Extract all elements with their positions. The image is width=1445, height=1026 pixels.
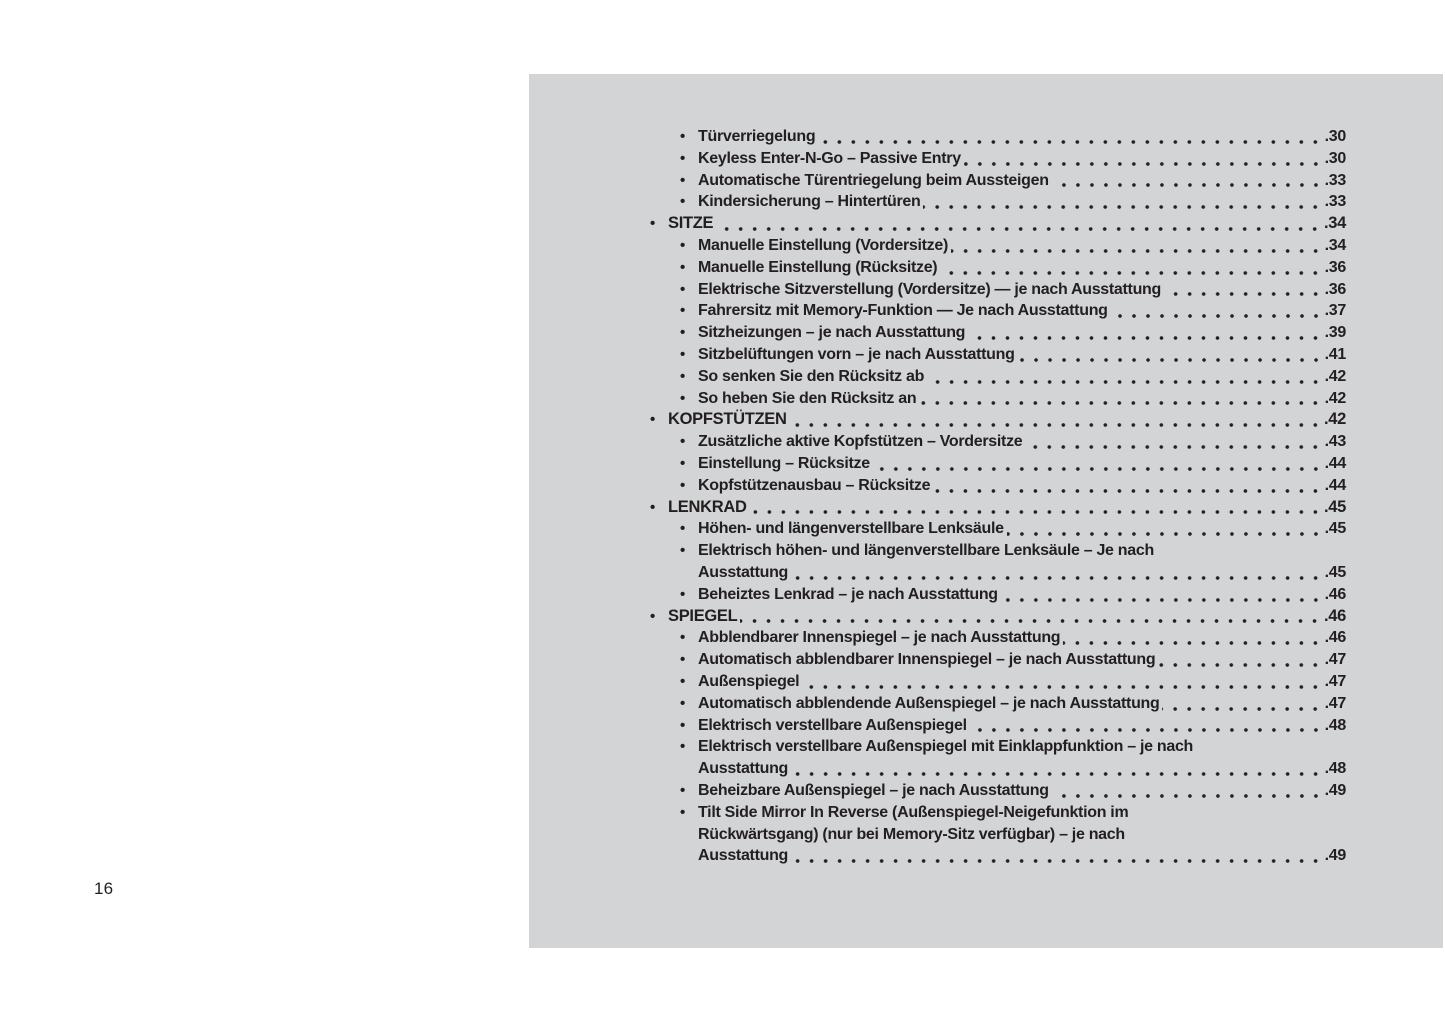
toc-entry-page: .45 (1323, 497, 1346, 516)
toc-entry-label: Beheiztes Lenkrad – je nach Ausstattung (698, 585, 998, 603)
dot-leader (940, 257, 1324, 279)
bullet-icon: • (650, 498, 655, 516)
bullet-icon: • (680, 651, 685, 669)
toc-entry-page: .34 (1324, 236, 1346, 254)
bullet-icon: • (680, 476, 685, 494)
toc-entry-label: Sitzheizungen – je nach Ausstattung (698, 324, 966, 342)
dot-leader (1052, 780, 1325, 802)
dot-leader (790, 409, 1324, 431)
toc-entry (529, 431, 1443, 453)
dot-leader (1128, 824, 1346, 846)
toc-entry-label: Elektrisch verstellbare Außenspiegel (698, 716, 967, 734)
bullet-icon: • (680, 236, 685, 254)
toc-entry (529, 758, 1443, 780)
toc-entry-label: So senken Sie den Rücksitz ab (698, 367, 925, 385)
dot-leader (818, 126, 1324, 148)
toc-entry-page: .36 (1324, 280, 1346, 298)
dot-leader (933, 475, 1324, 497)
bullet-icon: • (680, 672, 685, 690)
bullet-icon: • (680, 149, 685, 167)
dot-leader (791, 758, 1325, 780)
toc-entry-page: .36 (1324, 258, 1346, 276)
bullet-icon: • (680, 171, 685, 189)
toc-entry-label: SPIEGEL (668, 606, 738, 625)
bullet-icon: • (680, 280, 685, 298)
toc-entry (529, 191, 1443, 213)
toc-entry-label: Elektrisch höhen- und längenverstellbare Lenksäule – Je nach (698, 542, 1154, 560)
toc-entry-page: .45 (1324, 520, 1346, 538)
dot-leader (968, 322, 1324, 344)
toc-entry-page: .46 (1324, 585, 1346, 603)
toc-entry-label: Ausstattung (698, 760, 789, 778)
bullet-icon: • (680, 389, 685, 407)
toc-entry (529, 627, 1443, 649)
toc-entry (529, 518, 1443, 540)
bullet-icon: • (650, 411, 655, 429)
toc-entry-page: .42 (1324, 367, 1346, 385)
dot-leader (716, 213, 1324, 235)
toc-entry-label: Beheizbare Außenspiegel – je nach Ausstattung (698, 781, 1049, 799)
dot-leader (750, 497, 1324, 519)
toc-entry (529, 388, 1443, 410)
toc-entry-label: Automatisch abblendbarer Innenspiegel – je nach Ausstattung (698, 651, 1156, 669)
dot-leader (1162, 693, 1324, 715)
bullet-icon: • (680, 258, 685, 276)
toc-entry-label: Keyless Enter-N-Go – Passive Entry (698, 149, 961, 167)
toc-entry-label: Höhen- und längenverstellbare Lenksäule (698, 520, 1004, 538)
toc-entry-page: .30 (1324, 149, 1346, 167)
toc-list (529, 126, 1443, 867)
dot-leader (1196, 736, 1346, 758)
toc-entry-page: .48 (1324, 716, 1346, 734)
toc-entry-page: .44 (1324, 476, 1346, 494)
toc-entry-label: Kindersicherung – Hintertüren (698, 193, 921, 211)
toc-entry (529, 126, 1443, 148)
bullet-icon: • (680, 542, 685, 560)
bullet-icon: • (680, 781, 685, 799)
toc-entry-page: .44 (1324, 454, 1346, 472)
bullet-icon: • (680, 803, 685, 821)
dot-leader (1157, 540, 1346, 562)
toc-entry-page: .34 (1323, 214, 1346, 233)
toc-entry (529, 344, 1443, 366)
toc-entry (529, 562, 1443, 584)
dot-leader (1025, 431, 1324, 453)
toc-panel (529, 74, 1443, 948)
toc-entry (529, 584, 1443, 606)
toc-entry-page: .49 (1324, 781, 1346, 799)
toc-entry (529, 213, 1443, 235)
toc-entry-label: Abblendbarer Innenspiegel – je nach Ausstattung (698, 629, 1061, 647)
toc-entry-page: .37 (1324, 302, 1346, 320)
bullet-icon: • (680, 324, 685, 342)
toc-entry (529, 453, 1443, 475)
dot-leader (927, 366, 1325, 388)
toc-entry-label: Automatische Türentriegelung beim Aussteigen (698, 171, 1049, 189)
toc-entry-page: .47 (1324, 694, 1346, 712)
toc-entry (529, 780, 1443, 802)
toc-entry-page: .30 (1324, 128, 1346, 145)
bullet-icon: • (680, 585, 685, 603)
toc-entry-page: .48 (1324, 760, 1346, 778)
bullet-icon: • (680, 367, 685, 385)
toc-entry-label: Ausstattung (698, 563, 789, 581)
toc-entry-page: .46 (1324, 629, 1346, 647)
toc-entry-page: .49 (1324, 847, 1346, 865)
toc-entry-label: Sitzbelüftungen vorn – je nach Ausstattung (698, 345, 1015, 363)
dot-leader (970, 715, 1325, 737)
dot-leader (1018, 344, 1325, 366)
toc-entry-label: Ausstattung (698, 847, 789, 865)
bullet-icon: • (680, 345, 685, 363)
dot-leader (951, 235, 1325, 257)
dot-leader (1052, 170, 1325, 192)
toc-entry-page: .47 (1324, 651, 1346, 669)
toc-entry-page: .33 (1324, 171, 1346, 189)
bullet-icon: • (680, 694, 685, 712)
toc-entry (529, 475, 1443, 497)
toc-entry (529, 170, 1443, 192)
dot-leader (1131, 802, 1346, 824)
dot-leader (802, 671, 1324, 693)
toc-entry-label: Kopfstützenausbau – Rücksitze (698, 476, 931, 494)
bullet-icon: • (680, 302, 685, 320)
toc-entry-label: Elektrische Sitzverstellung (Vordersitze) — je nach Ausstattung (698, 280, 1161, 298)
toc-entry-page: .46 (1323, 606, 1346, 625)
toc-entry-label: Fahrersitz mit Memory-Funktion — Je nach Ausstattung (698, 302, 1108, 320)
toc-entry (529, 279, 1443, 301)
toc-entry-page: .33 (1324, 193, 1346, 211)
toc-entry (529, 671, 1443, 693)
dot-leader (1111, 300, 1325, 322)
toc-entry-label: Zusätzliche aktive Kopfstützen – Vordersitze (698, 433, 1023, 451)
dot-leader (1007, 518, 1325, 540)
bullet-icon: • (680, 128, 685, 145)
toc-entry-label: Rückwärtsgang) (nur bei Memory-Sitz verfügbar) – je nach (698, 825, 1125, 843)
bullet-icon: • (680, 629, 685, 647)
toc-entry (529, 366, 1443, 388)
dot-leader (740, 606, 1324, 628)
bullet-icon: • (680, 738, 685, 756)
toc-entry-page: .42 (1324, 389, 1346, 407)
dot-leader (1063, 627, 1324, 649)
toc-entry (529, 148, 1443, 170)
toc-entry-page: .47 (1324, 672, 1346, 690)
dot-leader (964, 148, 1325, 170)
toc-entry (529, 409, 1443, 431)
dot-leader (1164, 279, 1325, 301)
toc-entry-label: So heben Sie den Rücksitz an (698, 389, 917, 407)
toc-entry (529, 322, 1443, 344)
toc-entry (529, 300, 1443, 322)
toc-entry (529, 540, 1443, 562)
toc-entry (529, 845, 1443, 867)
bullet-icon: • (680, 193, 685, 211)
toc-entry (529, 693, 1443, 715)
dot-leader (919, 388, 1324, 410)
toc-entry-page: .42 (1323, 410, 1346, 429)
page-number: 16 (94, 879, 114, 898)
toc-entry (529, 606, 1443, 628)
toc-entry (529, 649, 1443, 671)
toc-entry-page: .39 (1324, 324, 1346, 342)
bullet-icon: • (680, 520, 685, 538)
bullet-icon: • (680, 433, 685, 451)
bullet-icon: • (650, 215, 655, 233)
dot-leader (791, 845, 1325, 867)
dot-leader (1001, 584, 1325, 606)
toc-entry-label: KOPFSTÜTZEN (668, 410, 787, 429)
dot-leader (923, 191, 1324, 213)
toc-entry-label: Tilt Side Mirror In Reverse (Außenspiegel-Neigefunktion im (698, 803, 1129, 821)
toc-entry-page: .43 (1324, 433, 1346, 451)
toc-entry-label: Außenspiegel (698, 672, 800, 690)
toc-entry-label: SITZE (668, 214, 714, 233)
toc-entry (529, 497, 1443, 519)
toc-entry-label: LENKRAD (668, 497, 747, 516)
toc-entry-label: Türverriegelung (698, 128, 816, 145)
toc-entry-label: Automatisch abblendende Außenspiegel – je nach Ausstattung (698, 694, 1160, 712)
bullet-icon: • (680, 454, 685, 472)
toc-entry-label: Elektrisch verstellbare Außenspiegel mit Einklappfunktion – je nach (698, 738, 1194, 756)
dot-leader (1158, 649, 1324, 671)
toc-entry-label: Einstellung – Rücksitze (698, 454, 870, 472)
toc-entry-page: .45 (1324, 563, 1346, 581)
toc-entry (529, 715, 1443, 737)
toc-entry-label: Manuelle Einstellung (Vordersitze) (698, 236, 948, 254)
toc-entry (529, 235, 1443, 257)
dot-leader (873, 453, 1325, 475)
bullet-icon: • (650, 607, 655, 625)
toc-entry-page: .41 (1324, 345, 1346, 363)
bullet-icon: • (680, 716, 685, 734)
toc-entry (529, 257, 1443, 279)
dot-leader (791, 562, 1325, 584)
toc-entry-label: Manuelle Einstellung (Rücksitze) (698, 258, 938, 276)
toc-entry (529, 802, 1443, 824)
toc-entry (529, 736, 1443, 758)
toc-entry (529, 824, 1443, 846)
